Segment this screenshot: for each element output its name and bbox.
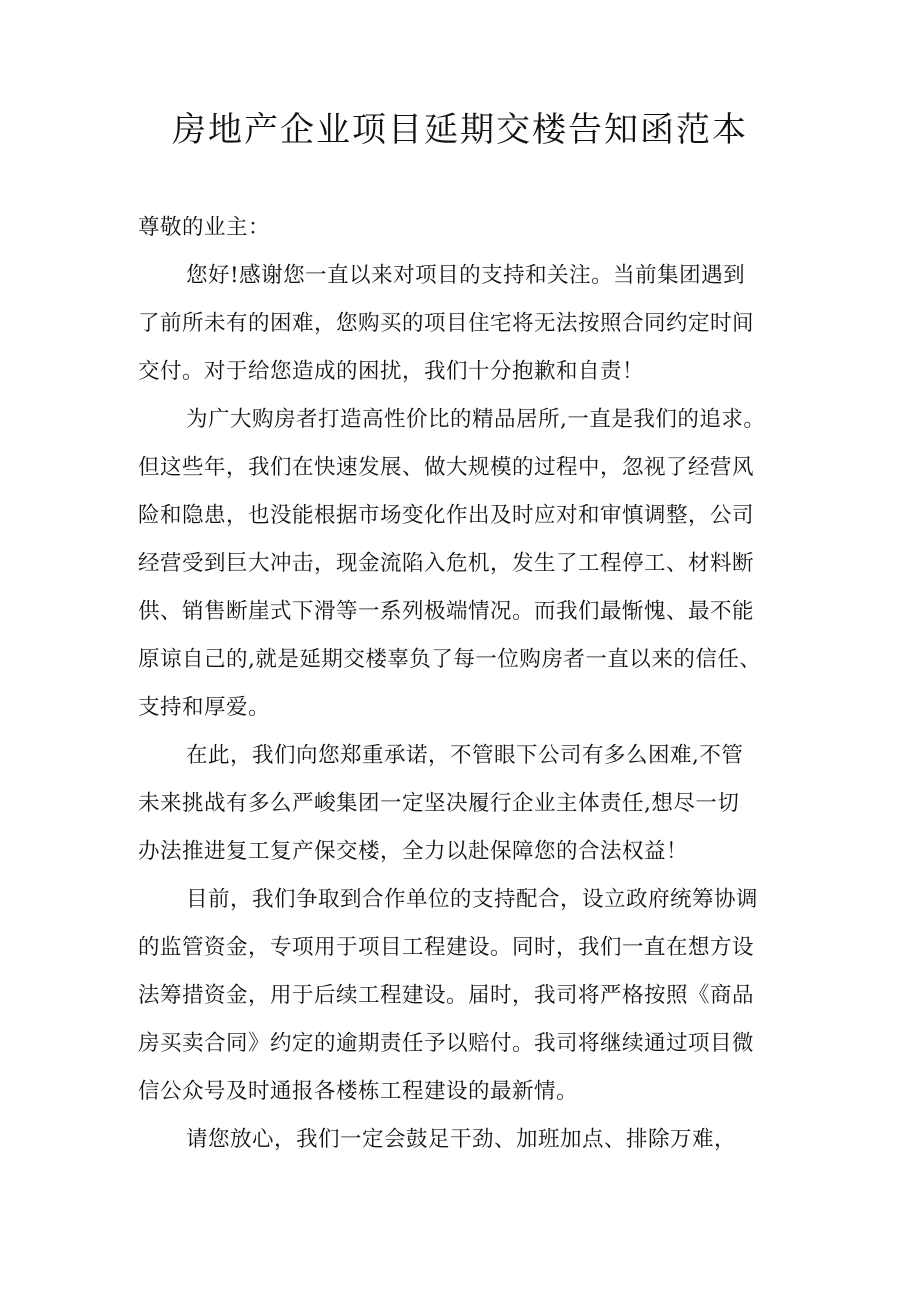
paragraph-2-line-6: 原谅自己的,就是延期交楼辜负了每一位购房者一直以来的信任、 xyxy=(138,647,762,672)
paragraph-2-line-4: 经营受到巨大冲击，现金流陷入危机，发生了工程停工、材料断 xyxy=(138,551,755,576)
paragraph-2-line-2: 但这些年，我们在快速发展、做大规模的过程中，忽视了经营风 xyxy=(138,455,755,480)
paragraph-4-line-5: 信公众号及时通报各楼栋工程建设的最新情。 xyxy=(138,1079,579,1104)
paragraph-4-line-2: 的监管资金，专项用于项目工程建设。同时，我们一直在想方设 xyxy=(138,935,755,960)
paragraph-4-line-1: 目前，我们争取到合作单位的支持配合，设立政府统筹协调 xyxy=(186,887,759,912)
paragraph-2-line-1: 为广大购房者打造高性价比的精品居所,一直是我们的追求。 xyxy=(186,407,766,432)
paragraph-2-line-5: 供、销售断崖式下滑等一系列极端情况。而我们最惭愧、最不能 xyxy=(138,599,755,624)
document-title: 房地产企业项目延期交楼告知函范本 xyxy=(172,110,748,150)
paragraph-3-line-1: 在此，我们向您郑重承诺，不管眼下公司有多么困难,不管 xyxy=(186,743,744,768)
salutation: 尊敬的业主： xyxy=(138,215,271,240)
paragraph-5-line-1: 请您放心，我们一定会鼓足干劲、加班加点、排除万难， xyxy=(186,1127,737,1152)
paragraph-1-line-1: 您好!感谢您一直以来对项目的支持和关注。当前集团遇到 xyxy=(186,263,746,288)
paragraph-1-line-2: 了前所未有的困难，您购买的项目住宅将无法按照合同约定时间 xyxy=(138,311,755,336)
paragraph-1-line-3: 交付。对于给您造成的困扰，我们十分抱歉和自责！ xyxy=(138,359,645,384)
paragraph-2-line-7: 支持和厚爱。 xyxy=(138,695,271,720)
paragraph-4-line-4: 房买卖合同》约定的逾期责任予以赔付。我司将继续通过项目微 xyxy=(138,1031,755,1056)
paragraph-3-line-3: 办法推进复工复产保交楼，全力以赴保障您的合法权益！ xyxy=(138,839,689,864)
paragraph-2-line-3: 险和隐患，也没能根据市场变化作出及时应对和审慎调整，公司 xyxy=(138,503,755,528)
paragraph-4-line-3: 法筹措资金，用于后续工程建设。届时，我司将严格按照《商品 xyxy=(138,983,755,1008)
document-body xyxy=(138,204,800,1164)
paragraph-3-line-2: 未来挑战有多么严峻集团一定坚决履行企业主体责任,想尽一切 xyxy=(138,791,740,816)
